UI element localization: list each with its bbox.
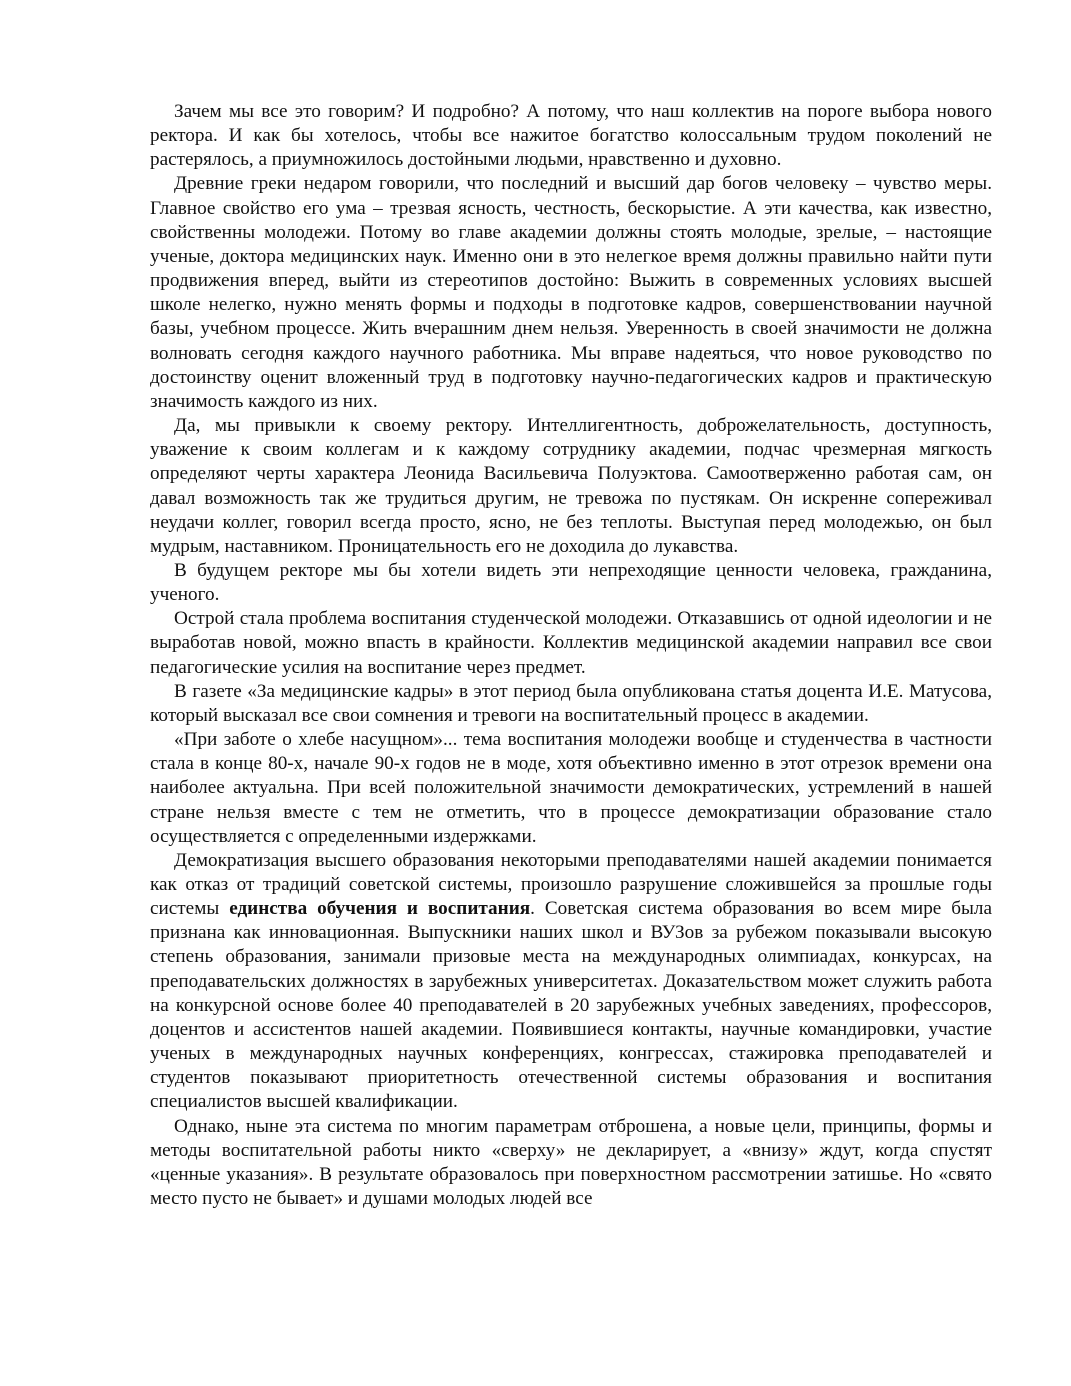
- paragraph-democratization: [150, 849, 992, 1115]
- paragraph-future-rector: В будущем ректоре мы бы хотели видеть эти непреходящие ценности человека, гражданина, ученого.: [150, 559, 992, 606]
- paragraph-system-discarded: Однако, ныне эта система по многим параметрам отброшена, а новые цели, принципы, формы и методы воспитательной работы никто «сверху» не декларирует, а «внизу» ждут, когда спустят «ценные указания». В результате образовалось при поверхностном рассмотрении затишье. Но «свято место пусто не бывает» и душами молодых людей все: [150, 1115, 992, 1210]
- paragraph-democratization-before: Демократизация высшего образования некоторыми преподавателями нашей академии понимается как отказ от традиций советской системы, произошло разрушение сложившейся за прошлые годы системы: [150, 849, 992, 920]
- paragraph-democratization-after: . Советская система образования во всем мире была признана как инновационная. Выпускники наших школ и ВУЗов за рубежом показывали высокую степень образования, занимали призовые места на международных олимпиадах, конкурсах, на преподавательских должностях в зарубежных университетах. Доказательством может служить работа на конкурсной основе более 40 преподавателей в 20 зарубежных учебных заведениях, профессоров, доцентов и ассистентов нашей академии. Появившиеся контакты, научные командировки, участие ученых в международных научных конференциях, конгрессах, стажировка преподавателей и студентов показывают приоритетность отечественной системы образования и воспитания специалистов высшей квалификации.: [150, 898, 992, 1113]
- paragraph-newspaper-article: В газете «За медицинские кадры» в этот период была опубликована статья доцента И.Е. Матусова, который высказал все свои сомнения и тревоги на воспитательный процесс в академии.: [150, 680, 992, 726]
- paragraph-daily-bread: «При заботе о хлебе насущном»... тема воспитания молодежи вообще и студенчества в частности стала в конце 80-х, начале 90-х годов не в моде, хотя объективно именно в этот отрезок времени она наиболее актуальна. При всей положительной значимости демократических, устремлений в нашей стране нельзя вместе с тем не отметить, что в процессе демократизации образование стало осуществляется с определенными издержками.: [150, 729, 992, 847]
- paragraph-sense-of-measure: Древние греки недаром говорили, что последний и высший дар богов человеку – чувство меры. Главное свойство его ума – трезвая ясность, честность, бескорыстие. А эти качества, как известно, свойственны молодежи. Потому во главе академии должны стоять молодые, зрелые, – настоящие ученые, доктора медицинских наук. Именно они в это нелегкое время должны правильно найти пути продвижения вперед, выйти из стереотипов достойно: Выжить в современных условиях высшей школе нелегко, нужно менять формы и подходы в подготовке кадров, совершенствовании научной базы, учебном процессе. Жить вчерашним днем нельзя. Уверенность в своей значимости не должна волновать сегодня каждого научного работника. Мы вправе надеяться, что новое руководство по достоинству оценит вложенный труд в подготовку научно-педагогических кадров и практическую значимость каждого из них.: [150, 173, 992, 412]
- document-page: [150, 100, 992, 1211]
- paragraph-current-rector: Да, мы привыкли к своему ректору. Интеллигентность, доброжелательность, доступность, уважение к своим коллегам и к каждому сотруднику академии, подчас чрезмерная мягкость определяют черты характера Леонида Васильевича Полуэктова. Самоотверженно работая сам, он давал возможность так же трудиться другим, не тревожа по пустякам. Он искренне сопереживал неудачи коллег, говорил всегда просто, ясно, не без теплоты. Выступая перед молодежью, он был мудрым, наставником. Проницательность его не доходила до лукавства.: [150, 415, 992, 557]
- bold-phrase-unity: единства обучения и воспитания: [229, 898, 531, 920]
- paragraph-youth-upbringing: Острой стала проблема воспитания студенческой молодежи. Отказавшись от одной идеологии и не выработав новой, можно впасть в крайности. Коллектив медицинской академии направил все свои педагогические усилия на воспитание через предмет.: [150, 608, 992, 678]
- paragraph-rector-choice: Зачем мы все это говорим? И подробно? А потому, что наш коллектив на пороге выбора нового ректора. И как бы хотелось, чтобы все нажитое богатство колоссальным трудом поколений не растерялось, а приумножилось достойными людьми, нравственно и духовно.: [150, 101, 992, 171]
